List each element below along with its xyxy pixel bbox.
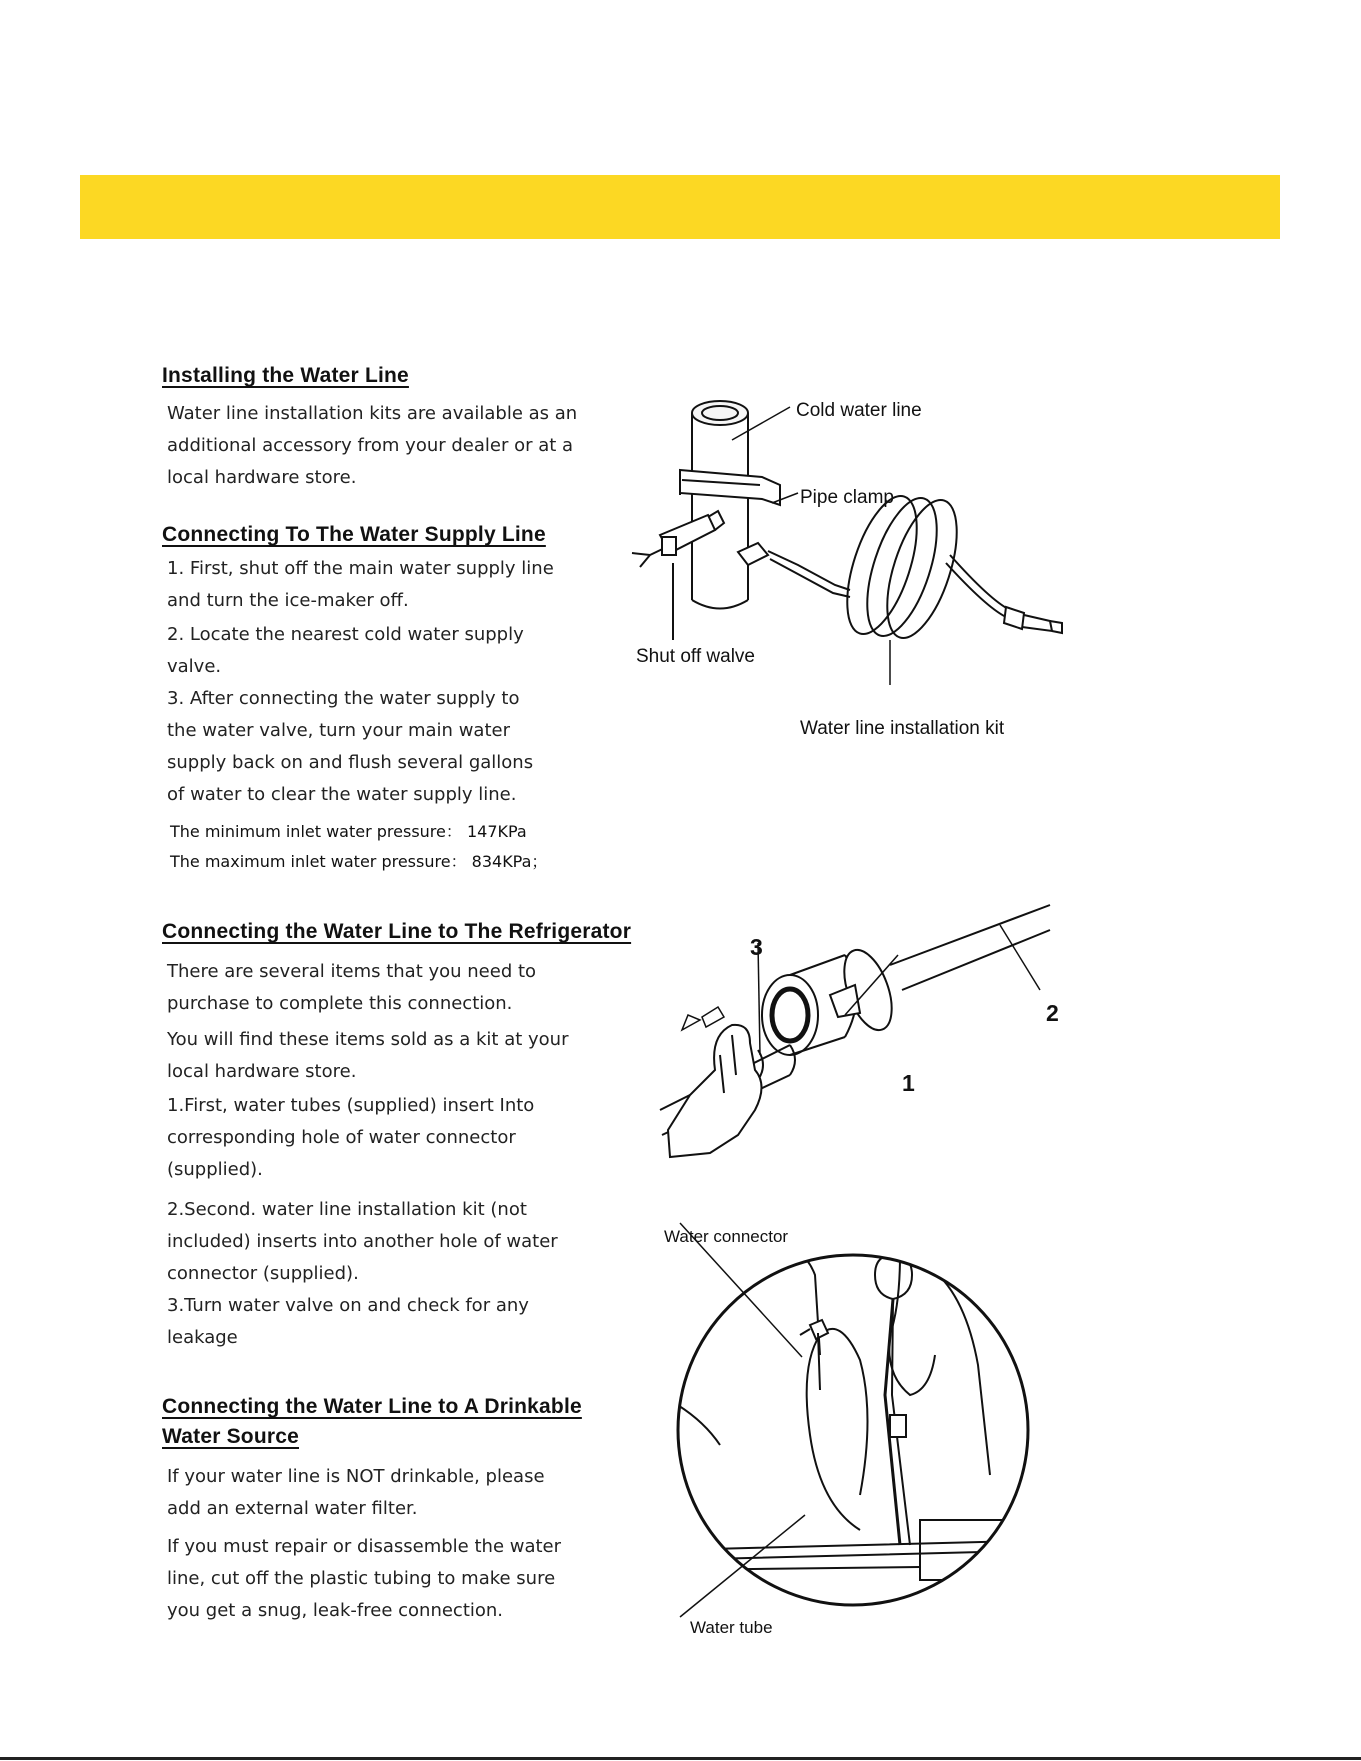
label-water-connector: Water connector — [664, 1227, 789, 1246]
drinkable-para-2: If you must repair or disassemble the water line, cut off the plastic tubing to make sure you get a snug, leak-free connection. — [167, 1536, 562, 1621]
header-band — [80, 175, 1280, 239]
section-supply — [162, 523, 662, 877]
heading-supply: Connecting To The Water Supply Line — [162, 523, 546, 546]
label-water-tube: Water tube — [690, 1618, 773, 1637]
section-drinkable — [162, 1395, 662, 1627]
heading-drinkable-line-2: Water Source — [162, 1425, 299, 1448]
label-installation-kit: Water line installation kit — [800, 718, 1005, 739]
callout-3: 3 — [750, 934, 763, 960]
refrigerator-para-4: 2.Second. water line installation kit (not included) inserts into another hole of water connector (supplied). — [167, 1199, 558, 1284]
installing-body: Water line installation kits are available as an additional accessory from your dealer or at a local hardware store. — [167, 403, 578, 488]
heading-installing: Installing the Water Line — [162, 364, 409, 387]
drinkable-para-1: If your water line is NOT drinkable, please add an external water filter. — [167, 1466, 545, 1519]
label-pipe-clamp: Pipe clamp — [800, 487, 894, 508]
heading-drinkable-line-1: Connecting the Water Line to A Drinkable — [162, 1395, 582, 1418]
refrigerator-para-3: 1.First, water tubes (supplied) insert Into corresponding hole of water connector (supplied). — [167, 1095, 535, 1180]
page-bottom-rule — [0, 1757, 1361, 1760]
connector-diagram — [640, 895, 1070, 1175]
callout-1: 1 — [902, 1070, 915, 1096]
label-shut-off-valve: Shut off walve — [636, 646, 756, 667]
supply-step-2: 2. Locate the nearest cold water supply valve. — [167, 624, 524, 677]
refrigerator-para-2: You will find these items sold as a kit at your local hardware store. — [167, 1029, 569, 1082]
max-pressure: The maximum inlet water pressure： 834KPa； — [170, 852, 548, 871]
heading-refrigerator: Connecting the Water Line to The Refrigerator — [162, 920, 632, 943]
section-installing — [162, 364, 662, 494]
label-cold-water-line: Cold water line — [796, 400, 922, 421]
callout-2: 2 — [1046, 1000, 1059, 1026]
refrigerator-para-1: There are several items that you need to purchase to complete this connection. — [167, 961, 537, 1014]
refrigerator-para-5: 3.Turn water valve on and check for any leakage — [167, 1295, 529, 1348]
section-refrigerator — [162, 920, 672, 1354]
supply-step-1: 1. First, shut off the main water supply line and turn the ice-maker off. — [167, 558, 554, 611]
min-pressure: The minimum inlet water pressure： 147KPa — [170, 822, 527, 841]
water-connector-detail — [660, 1215, 1060, 1635]
supply-step-3: 3. After connecting the water supply to the water valve, turn your main water supply back on and flush several gallons of water to clear the water supply line. — [167, 688, 534, 805]
water-line-diagram — [620, 385, 1080, 685]
